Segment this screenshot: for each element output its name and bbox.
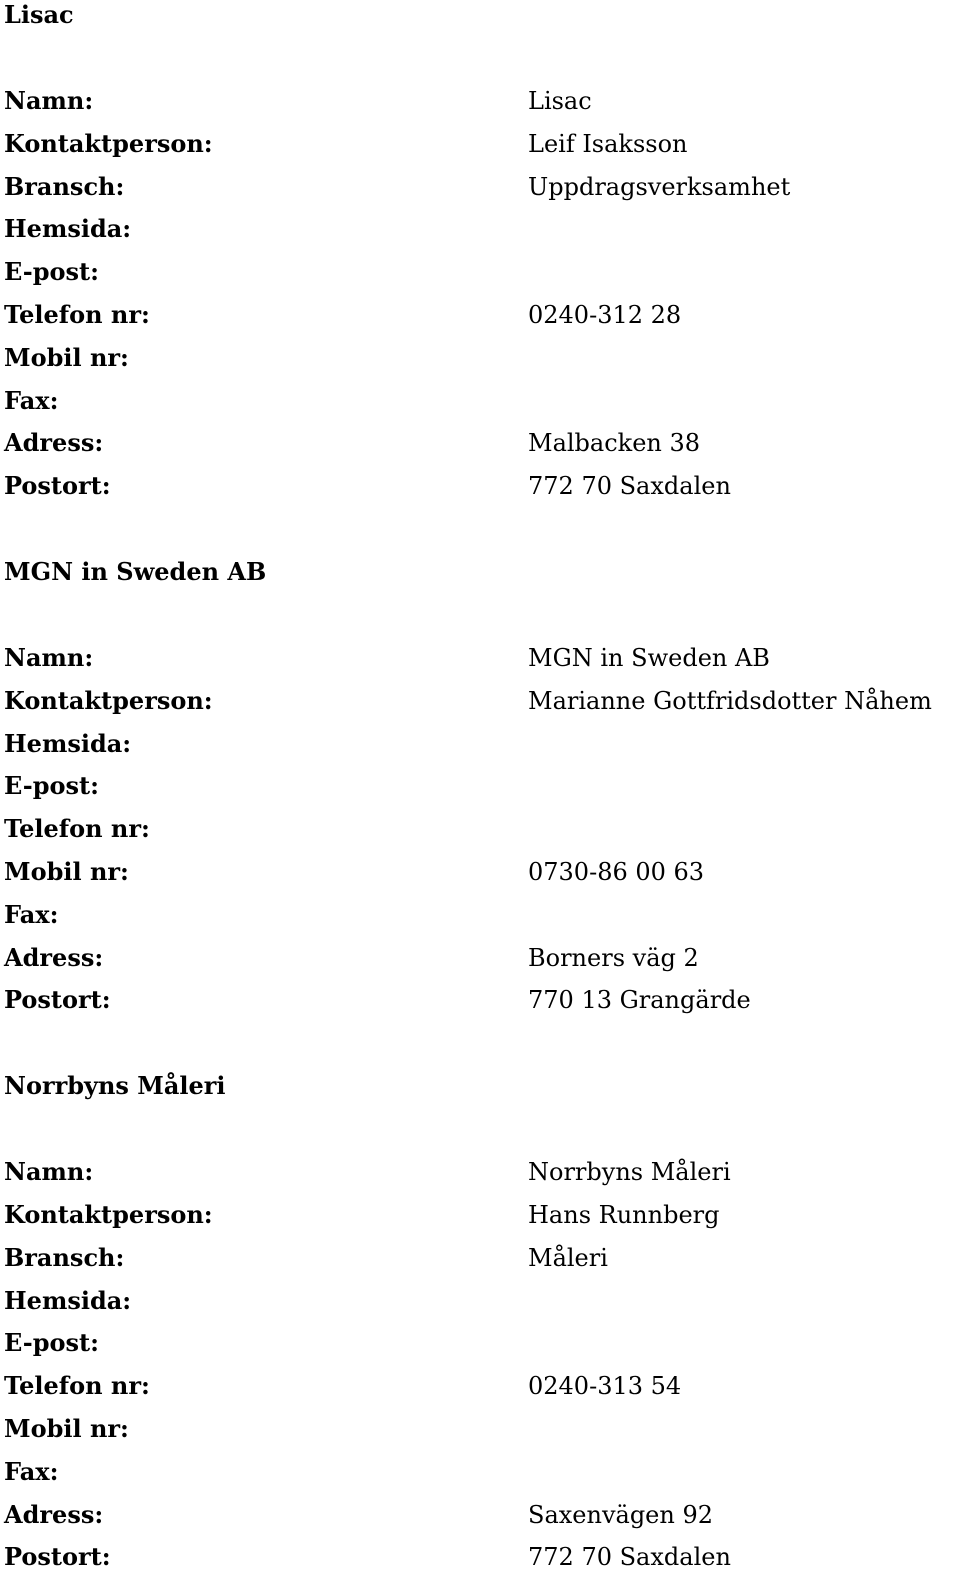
field-row-namn bbox=[4, 1157, 956, 1200]
company-title: Norrbyns Måleri bbox=[4, 1071, 226, 1101]
title-gap bbox=[4, 600, 956, 643]
title-gap bbox=[4, 43, 956, 86]
field-row-fax bbox=[4, 1457, 956, 1500]
field-value: 0240-313 54 bbox=[528, 1372, 682, 1401]
field-label: Kontaktperson: bbox=[4, 128, 213, 158]
field-label: Hemsida: bbox=[4, 1285, 132, 1315]
field-row-fax bbox=[4, 386, 956, 429]
company-entry bbox=[4, 557, 956, 1071]
field-value: Hans Runnberg bbox=[528, 1200, 720, 1229]
field-label: Fax: bbox=[4, 385, 59, 415]
field-row-hemsida bbox=[4, 214, 956, 257]
field-row-postort bbox=[4, 985, 956, 1028]
field-label: Namn: bbox=[4, 642, 94, 672]
field-row-hemsida bbox=[4, 1286, 956, 1329]
field-value: Lisac bbox=[528, 87, 592, 115]
field-value: Norrbyns Måleri bbox=[528, 1158, 731, 1187]
field-row-telefon bbox=[4, 300, 956, 343]
company-entry bbox=[4, 0, 956, 557]
field-label: Hemsida: bbox=[4, 728, 132, 758]
field-row-adress bbox=[4, 428, 956, 471]
field-label: Bransch: bbox=[4, 1242, 125, 1272]
field-label: Telefon nr: bbox=[4, 814, 150, 844]
field-row-bransch bbox=[4, 1243, 956, 1286]
field-label: Telefon nr: bbox=[4, 1371, 150, 1401]
field-label: Adress: bbox=[4, 428, 104, 458]
field-row-epost bbox=[4, 257, 956, 300]
field-row-mobil bbox=[4, 1414, 956, 1457]
field-label: E-post: bbox=[4, 1328, 99, 1358]
title-gap bbox=[4, 1114, 956, 1157]
document-page bbox=[4, 0, 956, 1585]
field-row-mobil bbox=[4, 343, 956, 386]
field-value: Uppdragsverksamhet bbox=[528, 172, 791, 201]
field-value: 0240-312 28 bbox=[528, 300, 682, 329]
company-title: MGN in Sweden AB bbox=[4, 556, 267, 586]
field-label: Adress: bbox=[4, 1499, 104, 1529]
field-row-kontaktperson bbox=[4, 1200, 956, 1243]
company-title: Lisac bbox=[4, 0, 74, 29]
field-label: Postort: bbox=[4, 985, 111, 1015]
field-value: Leif Isaksson bbox=[528, 129, 688, 158]
field-row-fax bbox=[4, 900, 956, 943]
field-row-epost bbox=[4, 771, 956, 814]
field-row-bransch bbox=[4, 172, 956, 215]
field-label: Mobil nr: bbox=[4, 856, 129, 886]
field-label: Namn: bbox=[4, 1157, 94, 1187]
field-row-postort bbox=[4, 471, 956, 514]
field-label: Fax: bbox=[4, 1456, 59, 1486]
field-row-kontaktperson bbox=[4, 686, 956, 729]
entry-spacer bbox=[4, 1028, 956, 1071]
field-label: Postort: bbox=[4, 471, 111, 501]
field-row-adress bbox=[4, 943, 956, 986]
field-label: Kontaktperson: bbox=[4, 1199, 213, 1229]
field-label: Kontaktperson: bbox=[4, 685, 213, 715]
field-label: E-post: bbox=[4, 257, 99, 287]
field-label: Fax: bbox=[4, 899, 59, 929]
field-label: Postort: bbox=[4, 1542, 111, 1572]
field-row-hemsida bbox=[4, 729, 956, 772]
field-value: 0730-86 00 63 bbox=[528, 857, 705, 886]
field-label: Mobil nr: bbox=[4, 1413, 129, 1443]
field-row-adress bbox=[4, 1500, 956, 1543]
field-label: Mobil nr: bbox=[4, 342, 129, 372]
field-value: Måleri bbox=[528, 1243, 608, 1272]
field-value: 772 70 Saxdalen bbox=[528, 1543, 731, 1572]
field-row-postort bbox=[4, 1542, 956, 1585]
field-row-telefon bbox=[4, 1371, 956, 1414]
field-label: Hemsida: bbox=[4, 214, 132, 244]
field-value: Malbacken 38 bbox=[528, 429, 701, 458]
field-value: 770 13 Grangärde bbox=[528, 986, 751, 1015]
field-value: Saxenvägen 92 bbox=[528, 1500, 714, 1529]
field-value: MGN in Sweden AB bbox=[528, 643, 770, 672]
field-label: Adress: bbox=[4, 942, 104, 972]
field-label: Bransch: bbox=[4, 171, 125, 201]
field-label: E-post: bbox=[4, 771, 99, 801]
field-row-namn bbox=[4, 86, 956, 129]
field-row-kontaktperson bbox=[4, 129, 956, 172]
field-row-epost bbox=[4, 1328, 956, 1371]
field-value: Marianne Gottfridsdotter Nåhem bbox=[528, 686, 932, 715]
field-label: Namn: bbox=[4, 86, 94, 115]
field-row-telefon bbox=[4, 814, 956, 857]
field-label: Telefon nr: bbox=[4, 299, 150, 329]
field-value: 772 70 Saxdalen bbox=[528, 472, 731, 501]
field-row-mobil bbox=[4, 857, 956, 900]
company-entry bbox=[4, 1071, 956, 1585]
field-value: Borners väg 2 bbox=[528, 943, 699, 972]
field-row-namn bbox=[4, 643, 956, 686]
entry-spacer bbox=[4, 514, 956, 557]
